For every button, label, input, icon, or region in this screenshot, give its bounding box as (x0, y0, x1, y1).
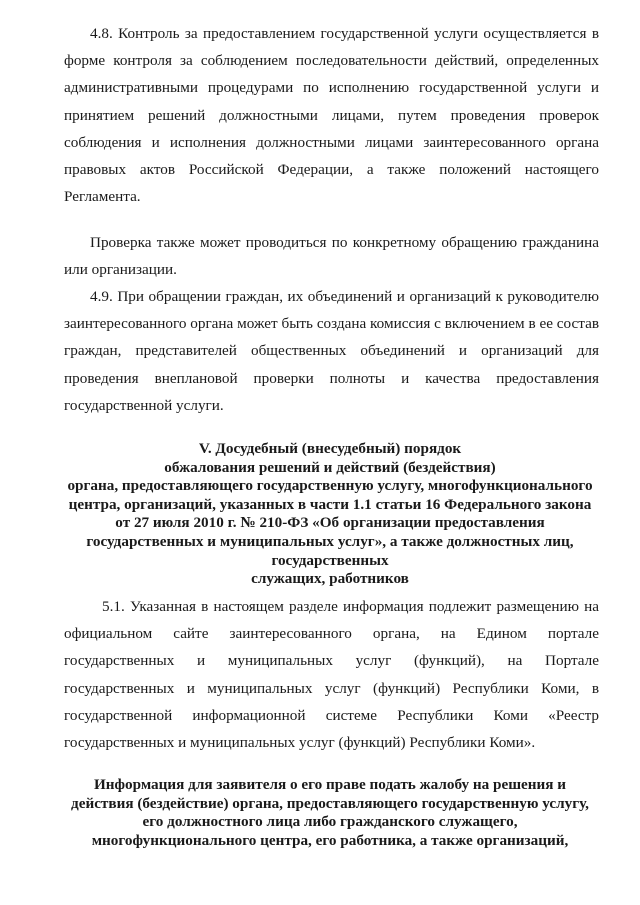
section-5-heading-line: служащих, работников (251, 570, 409, 588)
info-heading-line: его должностного лица либо гражданского служащего, (142, 813, 518, 831)
section-5-heading-line: от 27 июля 2010 г. № 210-ФЗ «Об организации предоставления (115, 514, 545, 532)
info-heading (60, 776, 600, 850)
paragraph-4-9 (64, 283, 599, 419)
paragraph-4-8-text: 4.8. Контроль за предоставлением государственной услуги осуществляется в форме контроля за соблюдением последовательности действий, определенных административными процедурами по исполнению государственной услуги и принятием решений должностными лицами, путем проведения проверок соблюдения и исполнения должностными лицами заинтересованного органа правовых актов Российской Федерации, а также положений настоящего Регламента. (64, 25, 599, 206)
paragraph-4-8-check (64, 229, 599, 283)
info-heading-line: действия (бездействие) органа, предоставляющего государственную услугу, (71, 794, 589, 812)
section-5-heading-line: государственных (271, 551, 389, 569)
section-5-heading (60, 440, 600, 589)
section-5-heading-line: органа, предоставляющего государственную услугу, многофункционального (67, 477, 593, 495)
paragraph-4-8-check-text: Проверка также может проводиться по конкретному обращению гражданина или организации. (64, 234, 599, 279)
paragraph-5-1 (64, 593, 599, 756)
paragraph-5-1-text: 5.1. Указанная в настоящем разделе информация подлежит размещению на официальном сайте заинтересованного органа, на Едином портале государственных и муниципальных услуг (функций), на Портале государственных и муниципальных услуг (функций) Республики Коми, в государственной информационной системе Республики Коми «Реестр государственных и муниципальных услуг (функций) Республики Коми». (64, 598, 599, 752)
info-heading-line: Информация для заявителя о его праве подать жалобу на решения и (93, 776, 567, 793)
section-5-heading-line: центра, организаций, указанных в части 1.1 статьи 16 Федерального закона (68, 495, 592, 513)
info-heading-line: многофункционального центра, его работника, а также организаций, (91, 831, 569, 849)
section-5-heading-line: обжалования решений и действий (бездействия) (164, 458, 496, 476)
section-5-heading-line: государственных и муниципальных услуг», а также должностных лиц, (86, 532, 574, 550)
paragraph-4-9-text: 4.9. При обращении граждан, их объединений и организаций к руководителю заинтересованного органа может быть создана комиссия с включением в ее состав граждан, представителей общественных объединений и организаций для проведения внеплановой проверки полноты и качества предоставления государственной услуги. (64, 288, 599, 414)
section-5-heading-line: V. Досудебный (внесудебный) порядок (198, 440, 462, 457)
paragraph-4-8 (64, 20, 599, 210)
